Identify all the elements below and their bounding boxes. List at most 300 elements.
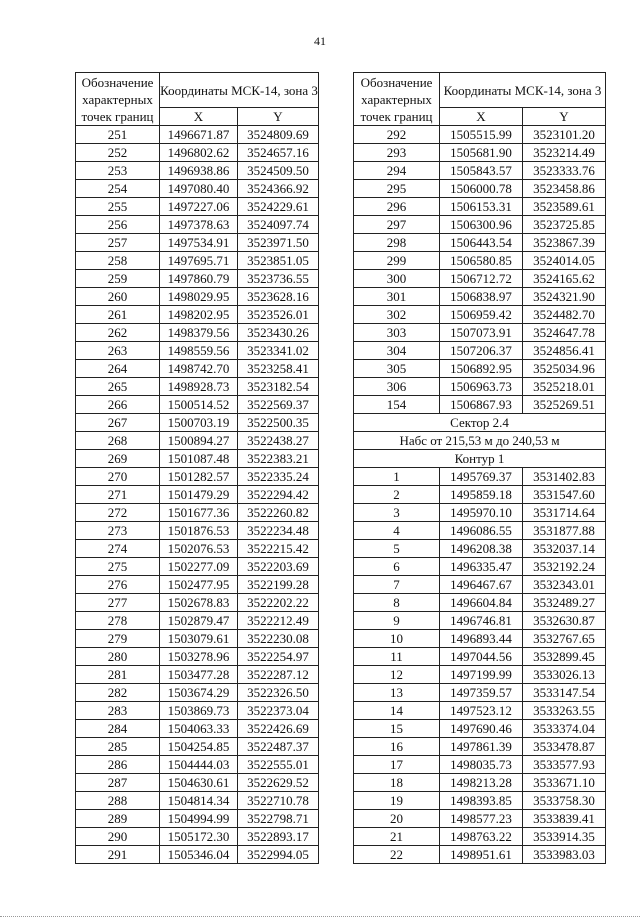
point-number-cell: 7 xyxy=(354,576,440,594)
table-row xyxy=(76,468,319,486)
x-coordinate-cell: 1505681.90 xyxy=(440,144,523,162)
x-coordinate-cell: 1506959.42 xyxy=(440,306,523,324)
x-coordinate-cell: 1504994.99 xyxy=(160,810,238,828)
y-coordinate-cell: 3524321.90 xyxy=(523,288,606,306)
x-coordinate-cell: 1502678.83 xyxy=(160,594,238,612)
x-coordinate-cell: 1498742.70 xyxy=(160,360,238,378)
table-row xyxy=(354,396,606,414)
table-row xyxy=(354,342,606,360)
table-row xyxy=(76,342,319,360)
x-coordinate-cell: 1497534.91 xyxy=(160,234,238,252)
y-coordinate-cell: 3531877.88 xyxy=(523,522,606,540)
table-row xyxy=(76,378,319,396)
y-header: Y xyxy=(523,108,606,126)
coordinates-header: Координаты МСК-14, зона 3 xyxy=(160,73,319,108)
x-coordinate-cell: 1495859.18 xyxy=(440,486,523,504)
point-number-cell: 265 xyxy=(76,378,160,396)
y-coordinate-cell: 3522199.28 xyxy=(238,576,319,594)
table-row xyxy=(354,378,606,396)
point-number-cell: 295 xyxy=(354,180,440,198)
table-row xyxy=(354,360,606,378)
x-coordinate-cell: 1500703.19 xyxy=(160,414,238,432)
point-number-cell: 10 xyxy=(354,630,440,648)
y-coordinate-cell: 3522710.78 xyxy=(238,792,319,810)
point-number-cell: 15 xyxy=(354,720,440,738)
y-coordinate-cell: 3523851.05 xyxy=(238,252,319,270)
point-number-cell: 18 xyxy=(354,774,440,792)
table-row xyxy=(354,648,606,666)
point-number-cell: 277 xyxy=(76,594,160,612)
y-coordinate-cell: 3523258.41 xyxy=(238,360,319,378)
table-row xyxy=(76,234,319,252)
y-coordinate-cell: 3522487.37 xyxy=(238,738,319,756)
point-number-cell: 259 xyxy=(76,270,160,288)
point-number-cell: 291 xyxy=(76,846,160,864)
y-coordinate-cell: 3533577.93 xyxy=(523,756,606,774)
x-coordinate-cell: 1497227.06 xyxy=(160,198,238,216)
point-number-cell: 5 xyxy=(354,540,440,558)
x-coordinate-cell: 1498213.28 xyxy=(440,774,523,792)
y-coordinate-cell: 3522212.49 xyxy=(238,612,319,630)
point-number-cell: 299 xyxy=(354,252,440,270)
y-coordinate-cell: 3522230.08 xyxy=(238,630,319,648)
point-number-cell: 280 xyxy=(76,648,160,666)
point-number-cell: 303 xyxy=(354,324,440,342)
point-number-cell: 289 xyxy=(76,810,160,828)
point-number-cell: 1 xyxy=(354,468,440,486)
table-header-row xyxy=(354,73,606,108)
point-number-cell: 294 xyxy=(354,162,440,180)
y-coordinate-cell: 3524097.74 xyxy=(238,216,319,234)
x-coordinate-cell: 1501479.29 xyxy=(160,486,238,504)
y-coordinate-cell: 3522294.42 xyxy=(238,486,319,504)
point-number-cell: 253 xyxy=(76,162,160,180)
table-row xyxy=(76,486,319,504)
point-number-cell: 278 xyxy=(76,612,160,630)
x-coordinate-cell: 1497378.63 xyxy=(160,216,238,234)
y-coordinate-cell: 3524229.61 xyxy=(238,198,319,216)
point-number-cell: 252 xyxy=(76,144,160,162)
table-row xyxy=(354,792,606,810)
x-coordinate-cell: 1505346.04 xyxy=(160,846,238,864)
table-row xyxy=(76,162,319,180)
x-coordinate-cell: 1500894.27 xyxy=(160,432,238,450)
point-number-cell: 268 xyxy=(76,432,160,450)
y-coordinate-cell: 3524366.92 xyxy=(238,180,319,198)
y-coordinate-cell: 3522202.22 xyxy=(238,594,319,612)
y-coordinate-cell: 3523725.85 xyxy=(523,216,606,234)
y-coordinate-cell: 3524809.69 xyxy=(238,126,319,144)
point-number-cell: 282 xyxy=(76,684,160,702)
table-row xyxy=(354,288,606,306)
table-row xyxy=(76,792,319,810)
point-number-cell: 290 xyxy=(76,828,160,846)
table-row xyxy=(76,810,319,828)
table-row xyxy=(76,558,319,576)
table-row xyxy=(76,216,319,234)
table-row xyxy=(354,234,606,252)
y-coordinate-cell: 3522203.69 xyxy=(238,558,319,576)
x-coordinate-cell: 1505843.57 xyxy=(440,162,523,180)
point-number-cell: 305 xyxy=(354,360,440,378)
point-number-cell: 267 xyxy=(76,414,160,432)
y-coordinate-cell: 3523589.61 xyxy=(523,198,606,216)
y-coordinate-cell: 3522994.05 xyxy=(238,846,319,864)
point-number-cell: 254 xyxy=(76,180,160,198)
y-coordinate-cell: 3522569.37 xyxy=(238,396,319,414)
x-coordinate-cell: 1497199.99 xyxy=(440,666,523,684)
x-coordinate-cell: 1496086.55 xyxy=(440,522,523,540)
point-number-cell: 304 xyxy=(354,342,440,360)
x-coordinate-cell: 1497860.79 xyxy=(160,270,238,288)
table-row xyxy=(76,396,319,414)
point-number-cell: 264 xyxy=(76,360,160,378)
y-coordinate-cell: 3524856.41 xyxy=(523,342,606,360)
y-coordinate-cell: 3522373.04 xyxy=(238,702,319,720)
x-coordinate-cell: 1507073.91 xyxy=(440,324,523,342)
point-number-cell: 257 xyxy=(76,234,160,252)
table-row xyxy=(354,720,606,738)
y-coordinate-cell: 3533478.87 xyxy=(523,738,606,756)
y-coordinate-cell: 3532037.14 xyxy=(523,540,606,558)
y-coordinate-cell: 3532192.24 xyxy=(523,558,606,576)
point-number-cell: 270 xyxy=(76,468,160,486)
table-row xyxy=(76,198,319,216)
x-coordinate-cell: 1497861.39 xyxy=(440,738,523,756)
point-number-cell: 306 xyxy=(354,378,440,396)
x-coordinate-cell: 1505172.30 xyxy=(160,828,238,846)
x-header: X xyxy=(160,108,238,126)
contour-title: Контур 1 xyxy=(354,450,606,468)
point-number-cell: 4 xyxy=(354,522,440,540)
x-coordinate-cell: 1501876.53 xyxy=(160,522,238,540)
y-coordinate-cell: 3532489.27 xyxy=(523,594,606,612)
point-number-cell: 293 xyxy=(354,144,440,162)
point-number-cell: 16 xyxy=(354,738,440,756)
y-coordinate-cell: 3523430.26 xyxy=(238,324,319,342)
coordinates-header: Координаты МСК-14, зона 3 xyxy=(440,73,606,108)
y-coordinate-cell: 3524509.50 xyxy=(238,162,319,180)
point-number-cell: 251 xyxy=(76,126,160,144)
point-number-cell: 260 xyxy=(76,288,160,306)
point-number-cell: 300 xyxy=(354,270,440,288)
x-coordinate-cell: 1506300.96 xyxy=(440,216,523,234)
x-coordinate-cell: 1506000.78 xyxy=(440,180,523,198)
x-coordinate-cell: 1495769.37 xyxy=(440,468,523,486)
table-row xyxy=(354,702,606,720)
table-row xyxy=(354,216,606,234)
point-number-cell: 269 xyxy=(76,450,160,468)
table-row xyxy=(76,648,319,666)
table-row xyxy=(354,630,606,648)
y-coordinate-cell: 3523182.54 xyxy=(238,378,319,396)
table-row xyxy=(354,180,606,198)
table-row xyxy=(76,684,319,702)
x-coordinate-cell: 1498577.23 xyxy=(440,810,523,828)
x-coordinate-cell: 1498559.56 xyxy=(160,342,238,360)
point-number-cell: 301 xyxy=(354,288,440,306)
sector-title-row xyxy=(354,414,606,432)
y-coordinate-cell: 3531714.64 xyxy=(523,504,606,522)
x-header: X xyxy=(440,108,523,126)
table-row xyxy=(76,144,319,162)
point-number-cell: 20 xyxy=(354,810,440,828)
y-coordinate-cell: 3533026.13 xyxy=(523,666,606,684)
table-row xyxy=(76,270,319,288)
y-coordinate-cell: 3522287.12 xyxy=(238,666,319,684)
page-number: 41 xyxy=(314,34,326,48)
point-number-cell: 281 xyxy=(76,666,160,684)
point-number-cell: 3 xyxy=(354,504,440,522)
point-number-cell: 297 xyxy=(354,216,440,234)
x-coordinate-cell: 1496746.81 xyxy=(440,612,523,630)
table-row xyxy=(76,576,319,594)
point-number-cell: 286 xyxy=(76,756,160,774)
point-number-cell: 296 xyxy=(354,198,440,216)
y-coordinate-cell: 3532767.65 xyxy=(523,630,606,648)
point-number-cell: 258 xyxy=(76,252,160,270)
point-number-cell: 11 xyxy=(354,648,440,666)
y-coordinate-cell: 3523341.02 xyxy=(238,342,319,360)
table-row xyxy=(76,252,319,270)
y-coordinate-cell: 3522254.97 xyxy=(238,648,319,666)
table-row xyxy=(354,684,606,702)
x-coordinate-cell: 1498035.73 xyxy=(440,756,523,774)
x-coordinate-cell: 1503079.61 xyxy=(160,630,238,648)
sector-height-range: Набс от 215,53 м до 240,53 м xyxy=(354,432,606,450)
designation-header: Обозначение характерных точек границ xyxy=(354,73,440,126)
x-coordinate-cell: 1504814.34 xyxy=(160,792,238,810)
sector-title: Сектор 2.4 xyxy=(354,414,606,432)
point-number-cell: 255 xyxy=(76,198,160,216)
table-row xyxy=(76,738,319,756)
x-coordinate-cell: 1496467.67 xyxy=(440,576,523,594)
table-row xyxy=(354,252,606,270)
y-coordinate-cell: 3533758.30 xyxy=(523,792,606,810)
x-coordinate-cell: 1497695.71 xyxy=(160,252,238,270)
x-coordinate-cell: 1506443.54 xyxy=(440,234,523,252)
x-coordinate-cell: 1503477.28 xyxy=(160,666,238,684)
table-row xyxy=(76,522,319,540)
table-header-row xyxy=(76,73,319,108)
y-coordinate-cell: 3524014.05 xyxy=(523,252,606,270)
contour-row xyxy=(354,450,606,468)
y-coordinate-cell: 3522629.52 xyxy=(238,774,319,792)
point-number-cell: 261 xyxy=(76,306,160,324)
point-number-cell: 275 xyxy=(76,558,160,576)
x-coordinate-cell: 1506838.97 xyxy=(440,288,523,306)
table-row xyxy=(354,324,606,342)
y-coordinate-cell: 3533914.35 xyxy=(523,828,606,846)
y-coordinate-cell: 3525034.96 xyxy=(523,360,606,378)
coordinates-table-right xyxy=(353,72,606,864)
point-number-cell: 9 xyxy=(354,612,440,630)
point-number-cell: 12 xyxy=(354,666,440,684)
x-coordinate-cell: 1497523.12 xyxy=(440,702,523,720)
y-coordinate-cell: 3522426.69 xyxy=(238,720,319,738)
y-coordinate-cell: 3525269.51 xyxy=(523,396,606,414)
y-coordinate-cell: 3523628.16 xyxy=(238,288,319,306)
y-coordinate-cell: 3523101.20 xyxy=(523,126,606,144)
table-row xyxy=(354,666,606,684)
x-coordinate-cell: 1496893.44 xyxy=(440,630,523,648)
x-coordinate-cell: 1506712.72 xyxy=(440,270,523,288)
y-coordinate-cell: 3522438.27 xyxy=(238,432,319,450)
y-coordinate-cell: 3522500.35 xyxy=(238,414,319,432)
x-coordinate-cell: 1498393.85 xyxy=(440,792,523,810)
table-row xyxy=(76,126,319,144)
y-coordinate-cell: 3522215.42 xyxy=(238,540,319,558)
table-row xyxy=(354,846,606,864)
point-number-cell: 13 xyxy=(354,684,440,702)
x-coordinate-cell: 1506153.31 xyxy=(440,198,523,216)
y-coordinate-cell: 3522335.24 xyxy=(238,468,319,486)
x-coordinate-cell: 1507206.37 xyxy=(440,342,523,360)
x-coordinate-cell: 1497044.56 xyxy=(440,648,523,666)
point-number-cell: 271 xyxy=(76,486,160,504)
x-coordinate-cell: 1497690.46 xyxy=(440,720,523,738)
y-coordinate-cell: 3532343.01 xyxy=(523,576,606,594)
x-coordinate-cell: 1502477.95 xyxy=(160,576,238,594)
x-coordinate-cell: 1497359.57 xyxy=(440,684,523,702)
table-row xyxy=(76,360,319,378)
x-coordinate-cell: 1504063.33 xyxy=(160,720,238,738)
x-coordinate-cell: 1496671.87 xyxy=(160,126,238,144)
point-number-cell: 279 xyxy=(76,630,160,648)
x-coordinate-cell: 1500514.52 xyxy=(160,396,238,414)
table-row xyxy=(354,306,606,324)
y-coordinate-cell: 3524647.78 xyxy=(523,324,606,342)
designation-header: Обозначение характерных точек границ xyxy=(76,73,160,126)
point-number-cell: 272 xyxy=(76,504,160,522)
table-row xyxy=(354,126,606,144)
x-coordinate-cell: 1502076.53 xyxy=(160,540,238,558)
table-row xyxy=(76,720,319,738)
table-row xyxy=(76,306,319,324)
table-row xyxy=(354,810,606,828)
y-coordinate-cell: 3523458.86 xyxy=(523,180,606,198)
x-coordinate-cell: 1503869.73 xyxy=(160,702,238,720)
x-coordinate-cell: 1496604.84 xyxy=(440,594,523,612)
table-row xyxy=(76,828,319,846)
point-number-cell: 17 xyxy=(354,756,440,774)
point-number-cell: 298 xyxy=(354,234,440,252)
y-coordinate-cell: 3533839.41 xyxy=(523,810,606,828)
x-coordinate-cell: 1496938.86 xyxy=(160,162,238,180)
point-number-cell: 263 xyxy=(76,342,160,360)
point-number-cell: 273 xyxy=(76,522,160,540)
x-coordinate-cell: 1506892.95 xyxy=(440,360,523,378)
y-coordinate-cell: 3533983.03 xyxy=(523,846,606,864)
table-row xyxy=(354,468,606,486)
point-number-cell: 292 xyxy=(354,126,440,144)
point-number-cell: 19 xyxy=(354,792,440,810)
table-row xyxy=(76,774,319,792)
y-coordinate-cell: 3524165.62 xyxy=(523,270,606,288)
y-coordinate-cell: 3533671.10 xyxy=(523,774,606,792)
point-number-cell: 283 xyxy=(76,702,160,720)
y-coordinate-cell: 3523333.76 xyxy=(523,162,606,180)
point-number-cell: 154 xyxy=(354,396,440,414)
y-coordinate-cell: 3533374.04 xyxy=(523,720,606,738)
y-coordinate-cell: 3522383.21 xyxy=(238,450,319,468)
point-number-cell: 288 xyxy=(76,792,160,810)
x-coordinate-cell: 1502879.47 xyxy=(160,612,238,630)
table-row xyxy=(76,324,319,342)
x-coordinate-cell: 1498763.22 xyxy=(440,828,523,846)
point-number-cell: 8 xyxy=(354,594,440,612)
y-coordinate-cell: 3522326.50 xyxy=(238,684,319,702)
x-coordinate-cell: 1506580.85 xyxy=(440,252,523,270)
point-number-cell: 276 xyxy=(76,576,160,594)
x-coordinate-cell: 1506867.93 xyxy=(440,396,523,414)
x-coordinate-cell: 1495970.10 xyxy=(440,504,523,522)
table-row xyxy=(354,756,606,774)
x-coordinate-cell: 1503278.96 xyxy=(160,648,238,666)
y-coordinate-cell: 3531547.60 xyxy=(523,486,606,504)
point-number-cell: 6 xyxy=(354,558,440,576)
y-coordinate-cell: 3533147.54 xyxy=(523,684,606,702)
y-coordinate-cell: 3523971.50 xyxy=(238,234,319,252)
table-row xyxy=(76,432,319,450)
table-row xyxy=(354,774,606,792)
table-row xyxy=(76,666,319,684)
table-row xyxy=(76,414,319,432)
point-number-cell: 14 xyxy=(354,702,440,720)
table-row xyxy=(76,594,319,612)
x-coordinate-cell: 1502277.09 xyxy=(160,558,238,576)
table-row xyxy=(354,738,606,756)
y-coordinate-cell: 3531402.83 xyxy=(523,468,606,486)
table-row xyxy=(354,270,606,288)
x-coordinate-cell: 1503674.29 xyxy=(160,684,238,702)
x-coordinate-cell: 1498202.95 xyxy=(160,306,238,324)
y-coordinate-cell: 3532899.45 xyxy=(523,648,606,666)
y-coordinate-cell: 3522893.17 xyxy=(238,828,319,846)
x-coordinate-cell: 1501282.57 xyxy=(160,468,238,486)
x-coordinate-cell: 1501087.48 xyxy=(160,450,238,468)
table-row xyxy=(354,576,606,594)
y-coordinate-cell: 3523867.39 xyxy=(523,234,606,252)
table-row xyxy=(76,630,319,648)
point-number-cell: 262 xyxy=(76,324,160,342)
table-row xyxy=(76,288,319,306)
coordinates-table-left xyxy=(75,72,319,864)
table-row xyxy=(76,450,319,468)
table-row xyxy=(354,540,606,558)
x-coordinate-cell: 1504630.61 xyxy=(160,774,238,792)
table-row xyxy=(354,828,606,846)
y-coordinate-cell: 3532630.87 xyxy=(523,612,606,630)
x-coordinate-cell: 1496802.62 xyxy=(160,144,238,162)
x-coordinate-cell: 1498951.61 xyxy=(440,846,523,864)
table-row xyxy=(354,594,606,612)
y-coordinate-cell: 3523526.01 xyxy=(238,306,319,324)
y-coordinate-cell: 3524657.16 xyxy=(238,144,319,162)
table-row xyxy=(76,180,319,198)
table-row xyxy=(354,558,606,576)
table-row xyxy=(76,702,319,720)
y-coordinate-cell: 3523214.49 xyxy=(523,144,606,162)
table-row xyxy=(76,612,319,630)
x-coordinate-cell: 1498379.56 xyxy=(160,324,238,342)
table-row xyxy=(354,144,606,162)
x-coordinate-cell: 1497080.40 xyxy=(160,180,238,198)
point-number-cell: 274 xyxy=(76,540,160,558)
x-coordinate-cell: 1505515.99 xyxy=(440,126,523,144)
table-row xyxy=(76,504,319,522)
y-coordinate-cell: 3522234.48 xyxy=(238,522,319,540)
